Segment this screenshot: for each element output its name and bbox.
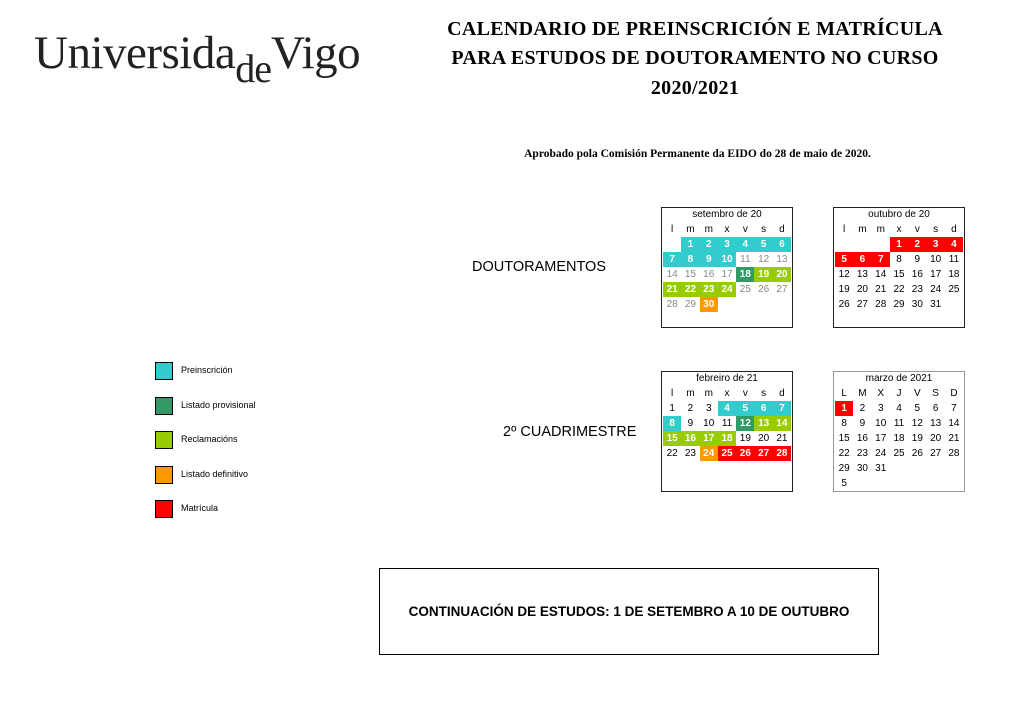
calendar-day: 5 [914,403,921,414]
calendar-day: 30 [911,299,923,310]
calendar-day: 1 [681,237,699,252]
weekday-header: v [742,387,748,399]
calendar-day: 19 [838,284,850,295]
calendar-day: 26 [758,284,770,295]
logo-text: Universida [34,27,236,79]
approval-note: Aprobado pola Comisión Permanente da EIDO do 28 de maio de 2020. [524,148,871,160]
weekday-header: X [877,387,885,399]
weekday-header: S [932,387,939,399]
calendar-empty-cell [872,476,890,491]
section-label-cuadrimestre: 2º CUADRIMESTRE [503,424,637,440]
calendar-day: 11 [740,254,751,265]
calendar-empty-cell [945,297,963,312]
weekday-header: s [761,223,767,235]
weekday-header: s [761,387,767,399]
calendar-empty-cell [945,461,963,476]
calendar-day: 4 [718,401,736,416]
calendar-day: 1 [835,401,853,416]
section-label-doutoramentos: DOUTORAMENTOS [472,259,607,275]
calendar-day: 4 [896,403,902,414]
calendar-day: 3 [718,237,736,252]
calendar-day: 28 [875,299,887,310]
calendar-february [661,371,793,492]
calendar-empty-cell [853,476,871,491]
calendar-empty-cell [754,297,772,312]
calendar-day: 14 [666,269,678,280]
calendar-day: 8 [896,254,902,265]
calendar-day: 22 [681,282,699,297]
calendar-day: 13 [856,269,868,280]
page-title-line-2: PARA ESTUDOS DE DOUTORAMENTO NO CURSO [451,47,939,69]
calendar-day: 6 [773,237,791,252]
calendar-day: 10 [703,418,715,429]
weekday-header: m [858,223,867,235]
calendar-day: 1 [669,403,675,414]
weekday-header: v [742,223,748,235]
calendar-day: 8 [681,252,699,267]
calendar-day: 22 [666,448,678,459]
calendar-day: 5 [841,478,847,489]
weekday-header: L [841,387,847,399]
calendar-title: febreiro de 21 [696,373,758,384]
legend-swatch [155,500,173,518]
calendar-day: 27 [754,446,772,461]
weekday-header: s [933,223,939,235]
calendar-title: marzo de 2021 [865,373,933,384]
calendar-day: 23 [856,448,868,459]
calendar-day: 13 [930,418,942,429]
calendar-day: 18 [718,431,736,446]
page-title-line-1: CALENDARIO DE PREINSCRICIÓN E MATRÍCULA [447,18,943,40]
calendar-empty-cell [890,476,908,491]
weekday-header: m [704,387,713,399]
calendar-day: 26 [911,448,923,459]
calendar-day: 23 [684,448,696,459]
calendar-title: outubro de 20 [868,209,930,220]
calendar-day: 30 [700,297,718,312]
calendar-day: 14 [875,269,887,280]
calendar-day: 9 [700,252,718,267]
calendar-day: 12 [911,418,923,429]
legend-swatch [155,466,173,484]
weekday-header: l [843,223,846,235]
weekday-header: d [951,223,957,235]
calendar-day: 25 [893,448,905,459]
calendar-day: 3 [926,237,944,252]
calendar-day: 26 [838,299,850,310]
calendar-empty-cell [908,476,926,491]
calendar-day: 2 [687,403,694,414]
calendar-empty-cell [945,476,963,491]
legend-swatch [155,431,173,449]
logo-text: Vigo [271,27,361,79]
calendar-day: 5 [736,401,754,416]
calendar-day: 12 [758,254,770,265]
calendar-day: 24 [930,284,942,295]
calendar-day: 6 [754,401,772,416]
calendar-day: 7 [663,252,681,267]
calendar-day: 16 [856,433,868,444]
calendar-day: 17 [875,433,887,444]
calendar-day: 31 [930,299,942,310]
weekday-header: v [914,223,920,235]
calendar-day: 30 [856,463,868,474]
calendar-march [833,371,965,492]
logo-text: de [235,46,271,91]
calendar-day: 14 [773,416,791,431]
calendar-empty-cell [890,461,908,476]
calendar-empty-cell [835,237,853,252]
legend-label: Matrícula [181,503,219,513]
weekday-header: m [876,223,885,235]
calendar-day: 11 [893,418,905,429]
calendar-day: 28 [948,448,960,459]
calendar-day: 28 [773,446,791,461]
calendar-day: 15 [838,433,850,444]
calendar-day: 29 [893,299,905,310]
calendar-day: 4 [945,237,963,252]
calendar-day: 17 [700,431,718,446]
calendar-day: 29 [684,299,696,310]
calendar-empty-cell [908,461,926,476]
calendar-empty-cell [663,237,681,252]
weekday-header: d [779,223,785,235]
weekday-header: m [704,223,713,235]
calendar-empty-cell [773,297,791,312]
calendar-day: 28 [666,299,678,310]
continuation-box [379,568,879,655]
calendar-day: 24 [700,446,718,461]
calendar-day: 19 [911,433,923,444]
calendar-day: 12 [838,269,850,280]
calendar-day: 27 [930,448,942,459]
calendar-day: 4 [736,237,754,252]
calendar-day: 9 [687,418,694,429]
calendar-empty-cell [926,461,944,476]
calendar-day: 19 [739,433,751,444]
calendar-day: 26 [736,446,754,461]
calendar-day: 17 [930,269,942,280]
calendar-day: 25 [948,284,960,295]
page-title-line-3: 2020/2021 [650,77,740,99]
calendar-day: 2 [908,237,926,252]
calendar-day: 20 [773,267,791,282]
calendar-day: 20 [930,433,942,444]
weekday-header: x [724,387,730,399]
legend-label: Reclamacións [181,434,238,444]
calendar-day: 18 [948,269,960,280]
calendar-day: 16 [681,431,699,446]
calendar-day: 10 [718,252,736,267]
university-logo [34,26,361,91]
legend-label: Listado provisional [181,399,256,410]
calendar-day: 21 [776,433,788,444]
weekday-header: m [686,387,695,399]
weekday-header: D [950,387,958,399]
calendar-september [661,207,793,328]
legend-swatch [155,362,173,380]
calendar-day: 7 [872,252,890,267]
calendar-empty-cell [926,476,944,491]
calendar-day: 29 [838,463,850,474]
calendar-day: 15 [684,269,696,280]
calendar-day: 25 [739,284,751,295]
calendar-day: 27 [856,299,868,310]
calendar-day: 21 [875,284,887,295]
calendar-day: 18 [736,267,754,282]
calendar-day: 3 [705,403,712,414]
calendar-day: 20 [758,433,770,444]
calendar-day: 10 [875,418,887,429]
calendar-day: 11 [948,254,960,265]
weekday-header: l [671,223,674,235]
calendar-day: 16 [703,269,715,280]
calendar-day: 10 [930,254,942,265]
calendar-day: 25 [718,446,736,461]
calendar-day: 6 [932,403,939,414]
calendar-day: 20 [856,284,868,295]
weekday-header: d [779,387,785,399]
calendar-day: 27 [776,284,788,295]
calendar-day: 16 [911,269,923,280]
weekday-header: V [914,387,921,399]
weekday-header: x [896,223,902,235]
calendar-day: 17 [721,269,733,280]
calendar-day: 2 [859,403,866,414]
calendar-day: 31 [875,463,887,474]
calendar-day: 6 [853,252,871,267]
continuation-text: CONTINUACIÓN DE ESTUDOS: 1 DE SETEMBRO A 10 DE OUTUBRO [408,604,850,619]
calendar-october [833,207,965,328]
calendar-day: 5 [754,237,772,252]
calendar-day: 7 [951,403,957,414]
calendar-day: 9 [859,418,866,429]
calendar-day: 15 [893,269,905,280]
calendar-day: 7 [773,401,791,416]
calendar-day: 8 [663,416,681,431]
calendar-empty-cell [853,237,871,252]
weekday-header: x [724,223,730,235]
calendar-day: 19 [754,267,772,282]
calendar-day: 21 [663,282,681,297]
calendar-day: 11 [721,418,733,429]
calendar-day: 24 [718,282,736,297]
calendar-day: 21 [948,433,960,444]
weekday-header: M [858,387,867,399]
legend-label: Listado definitivo [181,468,249,479]
calendar-day: 5 [835,252,853,267]
calendar-day: 15 [663,431,681,446]
calendar-day: 23 [700,282,718,297]
calendar-day: 12 [736,416,754,431]
calendar-title: setembro de 20 [692,209,762,220]
calendar-day: 9 [914,254,921,265]
calendar-day: 18 [893,433,905,444]
calendar-empty-cell [736,297,754,312]
calendar-day: 24 [875,448,887,459]
calendar-day: 22 [893,284,905,295]
calendar-day: 22 [838,448,850,459]
calendar-day: 8 [841,418,847,429]
calendar-day: 1 [890,237,908,252]
calendar-empty-cell [872,237,890,252]
weekday-header: l [671,387,674,399]
calendar-day: 14 [948,418,960,429]
legend-label: Preinscrición [181,365,233,375]
calendar-day: 13 [754,416,772,431]
legend-swatch [155,397,173,415]
weekday-header: J [896,387,902,399]
calendar-day: 3 [877,403,884,414]
weekday-header: m [686,223,695,235]
calendar-day: 13 [776,254,788,265]
calendar-empty-cell [718,297,736,312]
calendar-day: 2 [700,237,718,252]
calendar-day: 23 [911,284,923,295]
